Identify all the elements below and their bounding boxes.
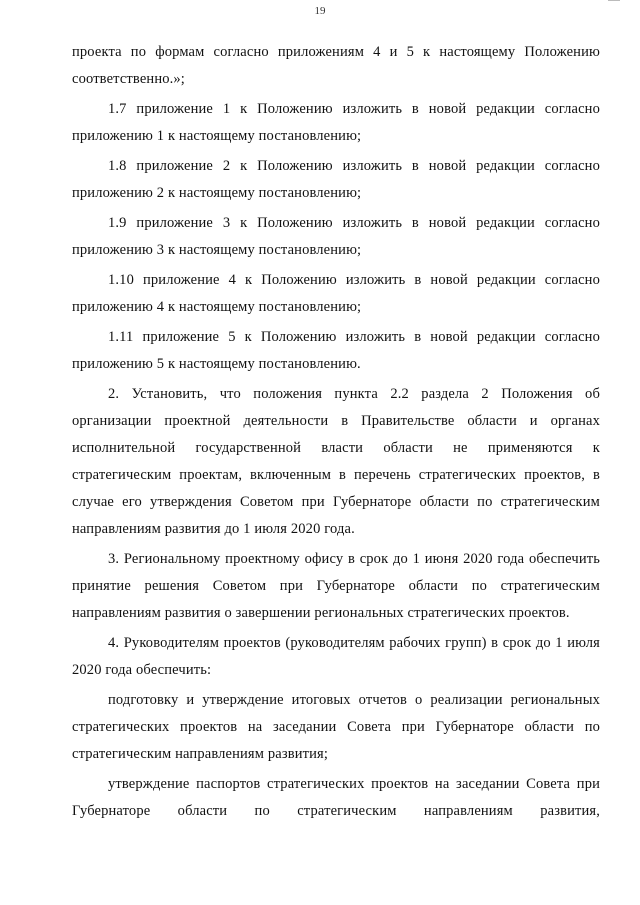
- paragraph-item-4: 4. Руководителям проектов (руководителям рабочих групп) в срок до 1 июля 2020 года обеспечить:: [72, 635, 600, 678]
- paragraph-item-3: 3. Региональному проектному офису в срок до 1 июня 2020 года обеспечить принятие решения Советом при Губернаторе области по стратегическим направлениям развития о завершении региональных стратегических проектов.: [72, 551, 600, 621]
- paragraph-item-2: 2. Установить, что положения пункта 2.2 раздела 2 Положения об организации проектной деятельности в Правительстве области и органах исполнительной государственной власти области не применяются к стратегическим проектам, включенным в перечень стратегических проектов, в случае его утверждения Советом при Губернаторе области по стратегическим направлениям развития до 1 июля 2020 года.: [72, 386, 600, 537]
- paragraph-item-1-11: 1.11 приложение 5 к Положению изложить в новой редакции согласно приложению 5 к настоящему постановлению.: [72, 329, 600, 372]
- paragraph-item-1-10: 1.10 приложение 4 к Положению изложить в новой редакции согласно приложению 4 к настоящему постановлению;: [72, 272, 600, 315]
- paragraph-item-1-7: 1.7 приложение 1 к Положению изложить в новой редакции согласно приложению 1 к настоящему постановлению;: [72, 101, 600, 144]
- paragraph-item-4-passports: утверждение паспортов стратегических проектов на заседании Совета при Губернаторе области по стратегическим направлениям развития,: [72, 776, 600, 819]
- corner-mark: [608, 0, 620, 3]
- page-number: 19: [314, 5, 326, 17]
- paragraph-item-1-8: 1.8 приложение 2 к Положению изложить в новой редакции согласно приложению 2 к настоящему постановлению;: [72, 158, 600, 201]
- paragraph-continuation: проекта по формам согласно приложениям 4 и 5 к настоящему Положению соответственно.»;: [72, 44, 600, 87]
- paragraph-item-1-9: 1.9 приложение 3 к Положению изложить в новой редакции согласно приложению 3 к настоящему постановлению;: [72, 215, 600, 258]
- paragraph-item-4-reports: подготовку и утверждение итоговых отчетов о реализации региональных стратегических проектов на заседании Совета при Губернаторе области по стратегическим направлениям развития;: [72, 692, 600, 762]
- document-body: [72, 39, 600, 825]
